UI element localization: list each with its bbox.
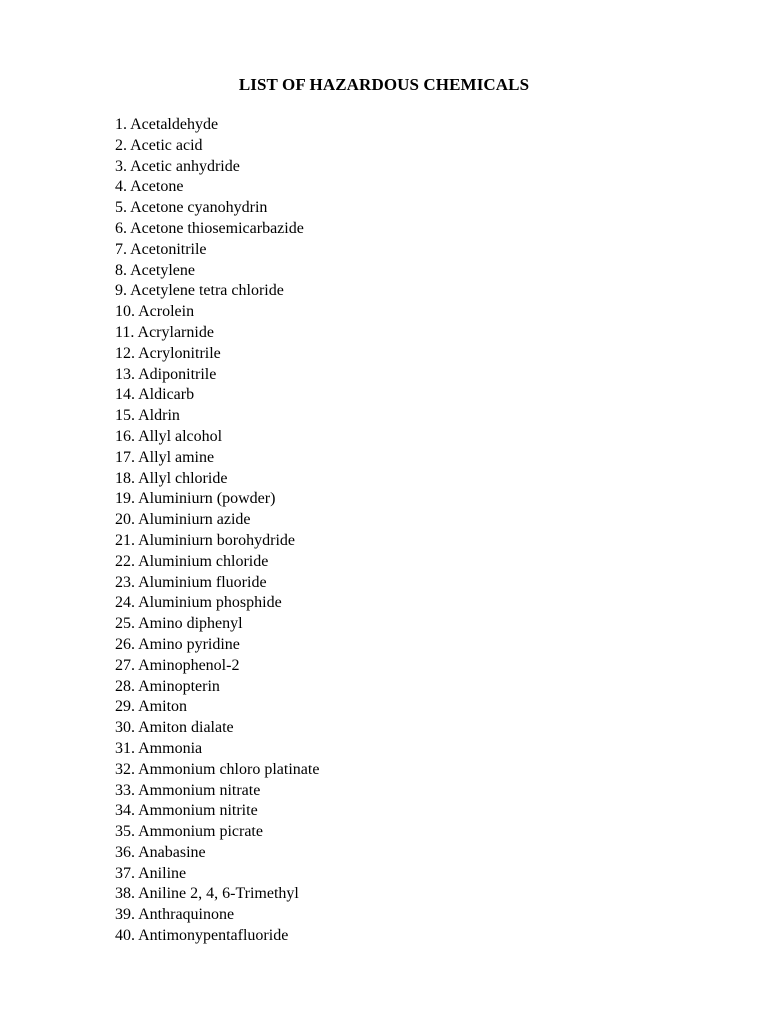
chemical-list-item: 15. Aldrin <box>115 407 180 425</box>
chemical-list-item: 20. Aluminiurn azide <box>115 511 251 529</box>
chemical-list-item: 17. Allyl amine <box>115 448 215 466</box>
chemical-list-item: 39. Anthraquinone <box>115 906 235 924</box>
chemical-list-item: 1. Acetaldehyde <box>115 116 219 133</box>
chemical-list-item: 27. Aminophenol-2 <box>115 656 240 674</box>
chemical-list-item: 7. Acetonitrile <box>115 240 207 258</box>
chemical-list-item: 2. Acetic acid <box>115 136 203 154</box>
chemical-list-item: 9. Acetylene tetra chloride <box>115 282 284 300</box>
chemical-list-item: 10. Acrolein <box>115 303 195 321</box>
chemical-list-item: 29. Amiton <box>115 698 188 716</box>
chemical-list-item: 18. Allyl chloride <box>115 469 228 487</box>
chemical-list <box>115 115 319 947</box>
chemical-list-item: 5. Acetone cyanohydrin <box>115 199 268 217</box>
chemical-list-item: 19. Aluminiurn (powder) <box>115 490 276 508</box>
chemical-list-item: 36. Anabasine <box>115 843 206 861</box>
chemical-list-item: 28. Aminopterin <box>115 677 220 695</box>
chemical-list-item: 22. Aluminium chloride <box>115 552 269 570</box>
chemical-list-item: 13. Adiponitrile <box>115 365 217 383</box>
chemical-list-item: 32. Ammonium chloro platinate <box>115 760 320 778</box>
chemical-list-item: 21. Aluminiurn borohydride <box>115 531 295 549</box>
chemical-list-item: 23. Aluminium fluoride <box>115 573 267 591</box>
chemical-list-item: 6. Acetone thiosemicarbazide <box>115 219 304 237</box>
chemical-list-item: 8. Acetylene <box>115 261 195 279</box>
chemical-list-item: 38. Aniline 2, 4, 6-Trimethyl <box>115 885 299 903</box>
chemical-list-item: 40. Antimonypentafluoride <box>115 927 289 945</box>
chemical-list-item: 16. Allyl alcohol <box>115 427 223 445</box>
chemical-list-item: 24. Aluminium phosphide <box>115 594 282 612</box>
chemical-list-item: 11. Acrylarnide <box>115 323 214 341</box>
chemical-list-item: 25. Amino diphenyl <box>115 615 243 633</box>
chemical-list-item: 37. Aniline <box>115 864 187 882</box>
chemical-list-item: 30. Amiton dialate <box>115 719 234 737</box>
chemical-list-item: 3. Acetic anhydride <box>115 157 240 175</box>
chemical-list-item: 4. Acetone <box>115 178 184 196</box>
chemical-list-item: 26. Amino pyridine <box>115 635 240 653</box>
chemical-list-item: 34. Ammonium nitrite <box>115 802 258 820</box>
chemical-list-item: 14. Aldicarb <box>115 386 195 404</box>
document-title: LIST OF HAZARDOUS CHEMICALS <box>238 75 530 94</box>
chemical-list-item: 33. Ammonium nitrate <box>115 781 261 799</box>
chemical-list-item: 12. Acrylonitrile <box>115 344 221 362</box>
chemical-list-item: 31. Ammonia <box>115 739 203 757</box>
chemical-list-item: 35. Ammonium picrate <box>115 823 263 841</box>
